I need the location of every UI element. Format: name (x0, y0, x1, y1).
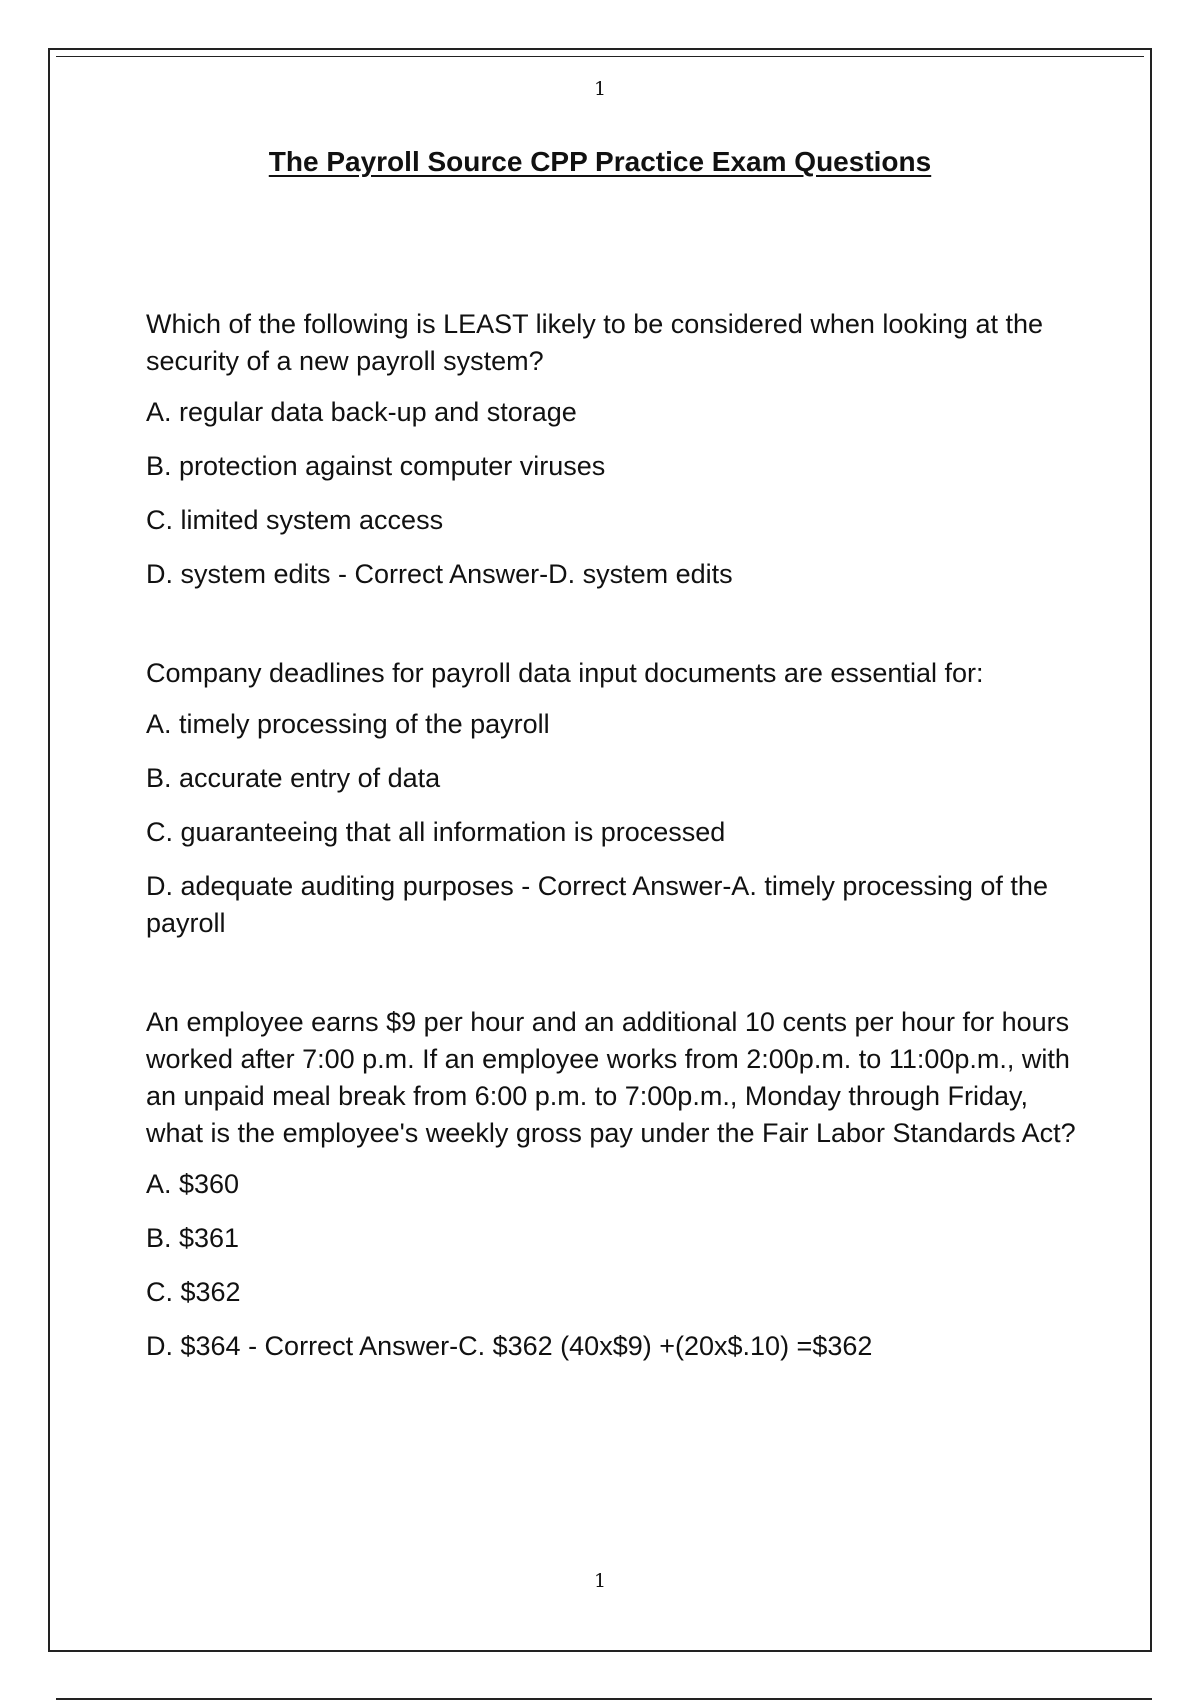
answer-option-a: A. $360 (146, 1169, 240, 1199)
page-title: The Payroll Source CPP Practice Exam Questions (268, 146, 932, 177)
answer-option-b: B. $361 (146, 1223, 240, 1253)
answer-option-c: C. $362 (146, 1277, 241, 1307)
question-text: Company deadlines for payroll data input documents are essential for: (146, 658, 984, 688)
question-text: Which of the following is LEAST likely to be considered when looking at the security of a new payroll system? (146, 309, 1043, 376)
answer-option-c: C. limited system access (146, 505, 444, 535)
answer-option-d: D. adequate auditing purposes - Correct Answer-A. timely processing of the payroll (146, 871, 1048, 938)
question-text: An employee earns $9 per hour and an additional 10 cents per hour for hours worked after 7:00 p.m. If an employee works from 2:00p.m. to 11:00p.m., with an unpaid meal break from 6:00 p.m. to 7:00p.m., Monday through Friday, what is the employee's weekly gross pay under the Fair Labor Standards Act? (146, 1007, 1076, 1148)
answer-option-a: A. regular data back-up and storage (146, 397, 577, 427)
answer-option-d: D. $364 - Correct Answer-C. $362 (40x$9) +(20x$.10) =$362 (146, 1331, 873, 1361)
answer-option-c: C. guaranteeing that all information is processed (146, 817, 726, 847)
page-number-bottom: 1 (593, 1570, 607, 1592)
page-frame (48, 48, 1152, 1652)
answer-option-b: B. accurate entry of data (146, 763, 441, 793)
page-number-top: 1 (593, 78, 607, 100)
question-2 (146, 655, 1086, 942)
question-list (146, 306, 1086, 1365)
frame-top-rule (56, 56, 1144, 57)
answer-option-b: B. protection against computer viruses (146, 451, 606, 481)
answer-option-d: D. system edits - Correct Answer-D. system edits (146, 559, 733, 589)
question-3 (146, 1004, 1086, 1365)
question-1 (146, 306, 1086, 593)
answer-option-a: A. timely processing of the payroll (146, 709, 550, 739)
